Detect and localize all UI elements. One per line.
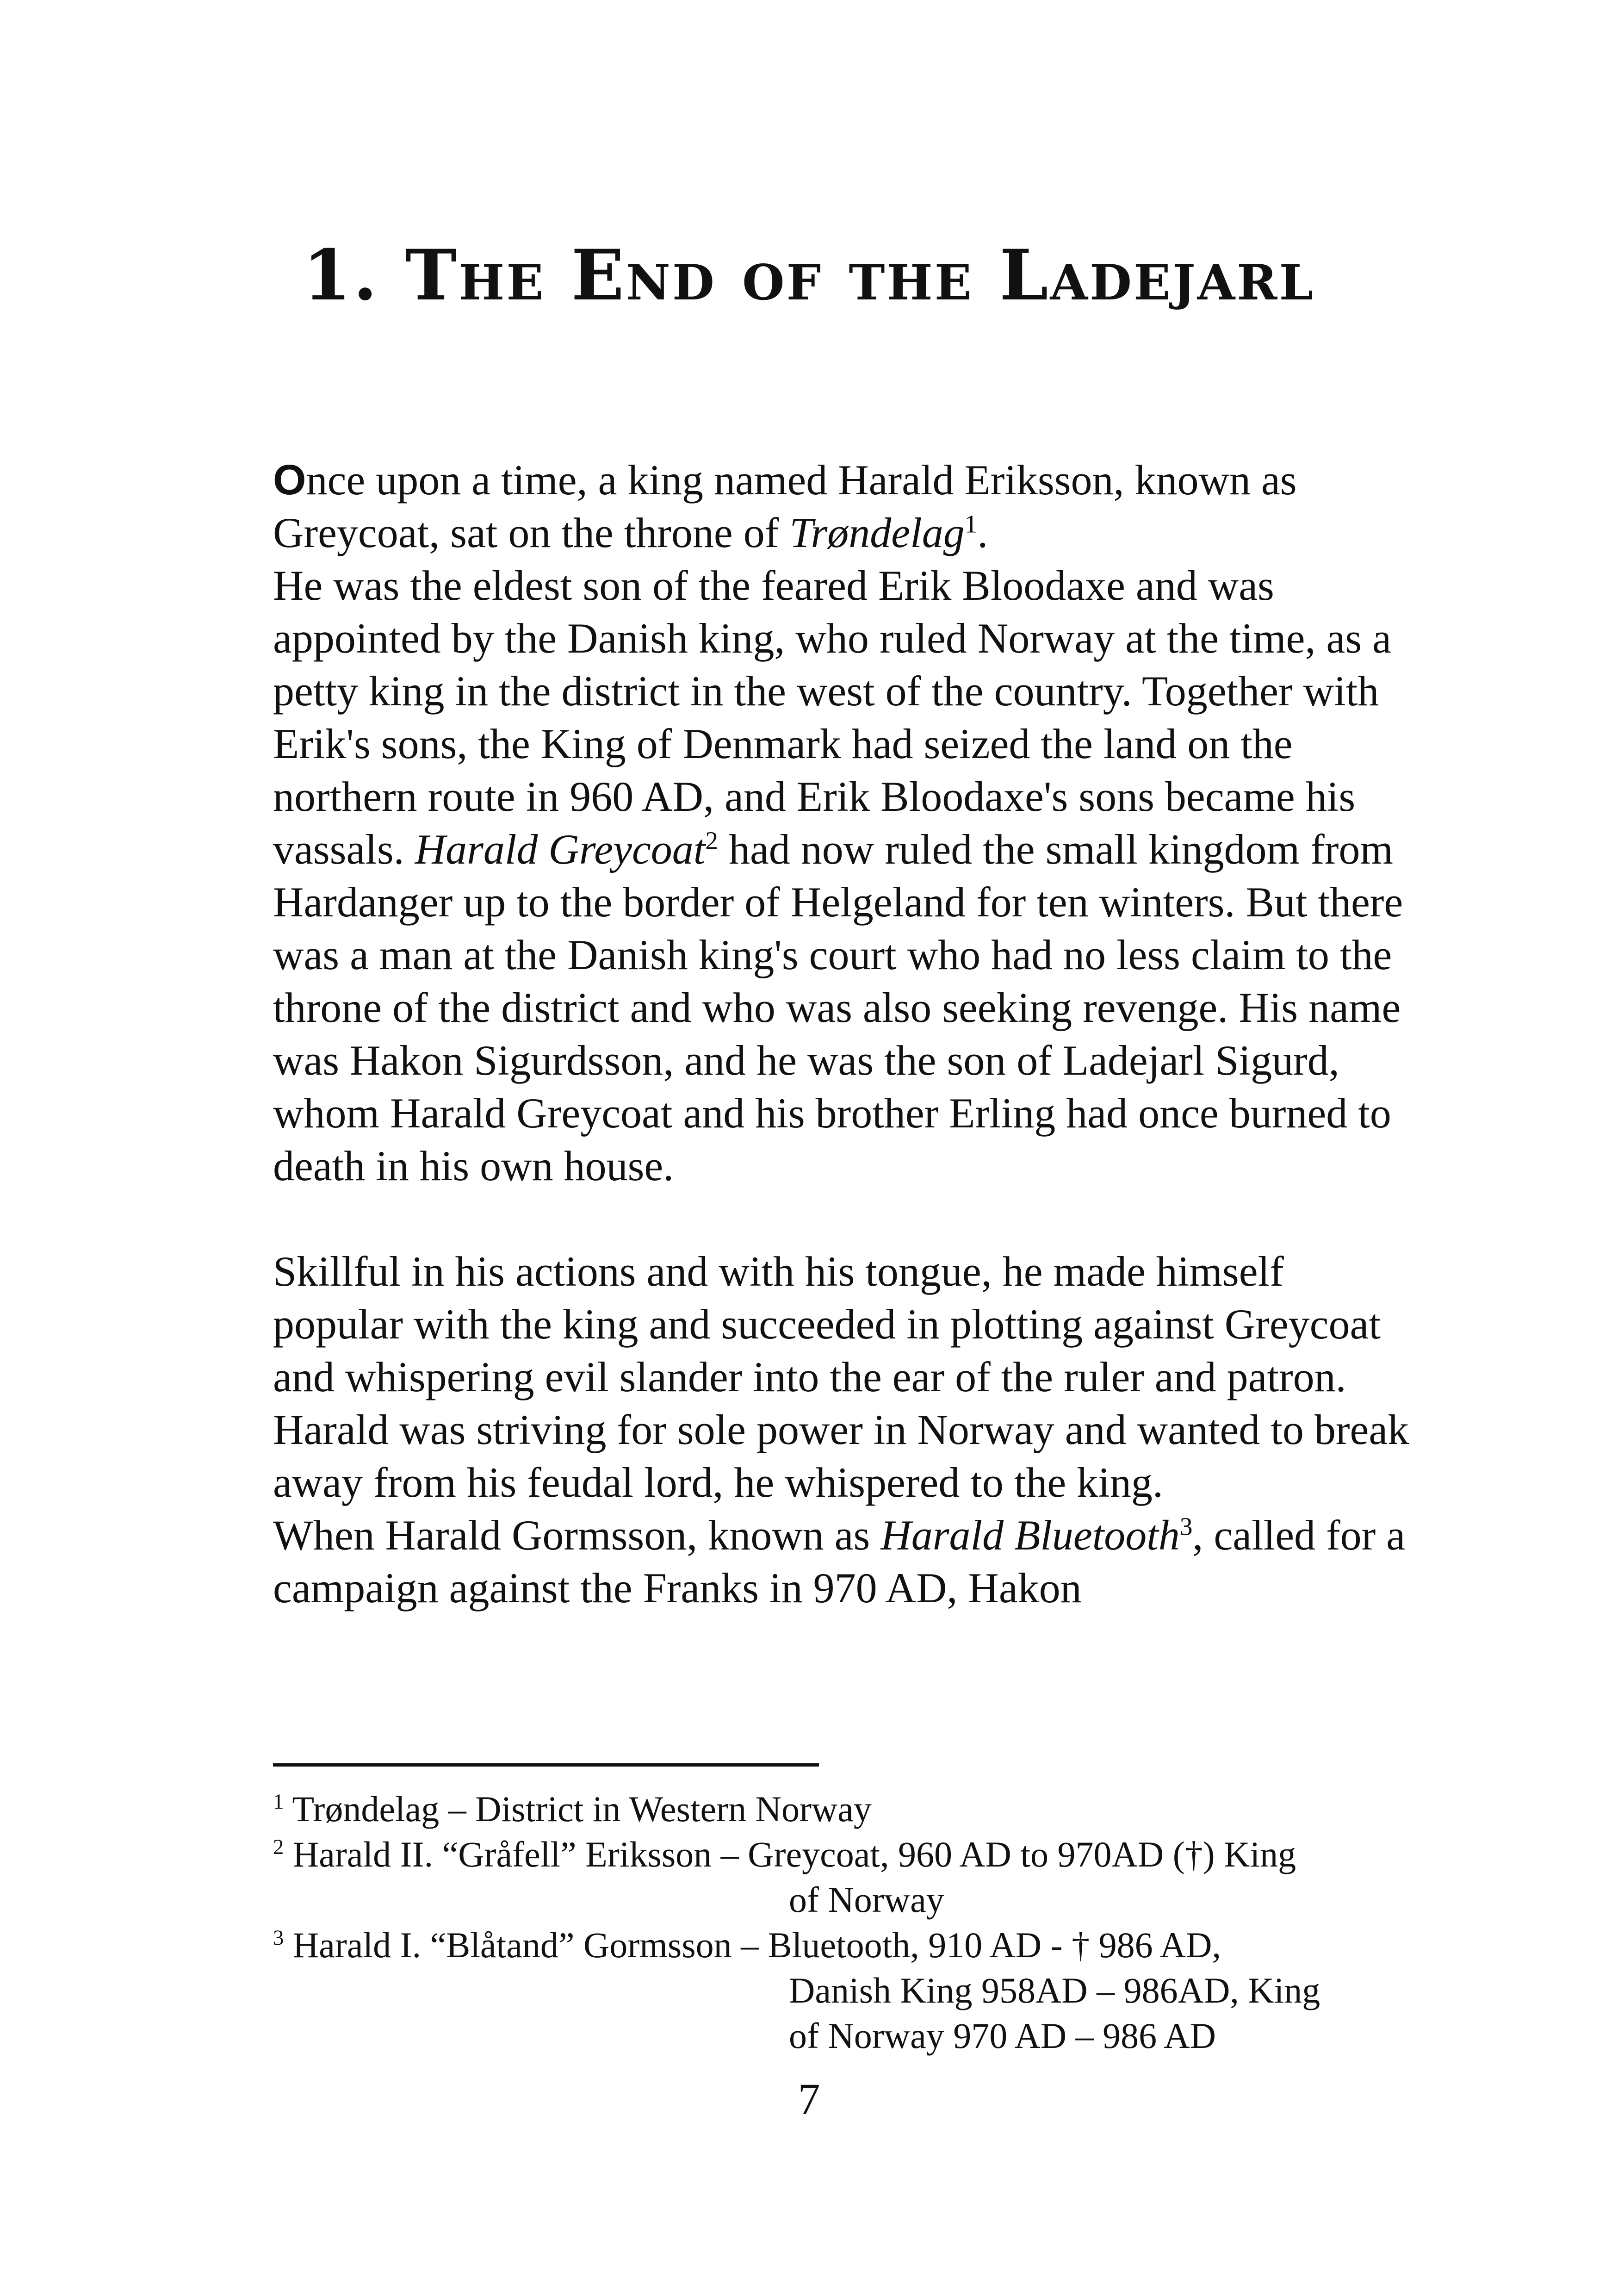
footnote-3	[273, 1923, 1411, 2059]
footnote-continuation: of Norway	[789, 1879, 944, 1920]
paragraph-4	[273, 1509, 1411, 1614]
footnote-ref-2: 2	[705, 826, 718, 855]
paragraph-1-text: nce upon a time, a king named Harald Eriksson, known as Greycoat, sat on the throne of	[273, 456, 1297, 556]
footnote-continuation: Danish King 958AD – 986AD, King	[789, 1970, 1320, 2010]
footnote-text: Harald II. “Gråfell” Eriksson – Greycoat, 960 AD to 970AD (†) King	[292, 1834, 1296, 1874]
term-trondelag: Trøndelag	[789, 509, 965, 556]
term-harald-greycoat: Harald Greycoat	[415, 826, 706, 873]
term-harald-bluetooth: Harald Bluetooth	[880, 1512, 1180, 1559]
footnote-text: Trøndelag – District in Western Norway	[292, 1789, 872, 1829]
footnotes	[273, 1786, 1411, 2059]
footnote-ref-3: 3	[1179, 1512, 1193, 1541]
paragraph-3: Skillful in his actions and with his tongue, he made himself popular with the king and succeeded in plotting against Greycoat and whispering evil slander into the ear of the ruler and patron. Harald was striving for sole power in Norway and wanted to break away from his feudal lord, he whispered to the king.	[273, 1248, 1409, 1506]
page-number: 7	[798, 2074, 820, 2124]
footnote-text: Harald I. “Blåtand” Gormsson – Bluetooth, 910 AD - † 986 AD,	[292, 1925, 1221, 1965]
footnote-divider	[273, 1763, 819, 1767]
paragraph-2-text-a: He was the eldest son of the feared Erik Bloodaxe and was appointed by the Danish king, who ruled Norway at the time, as a petty king in the district in the west of the country. Together with Erik's sons, the King of Denmark had seized the land on the northern route in 960 AD, and Erik Bloodaxe's sons became his vassals.	[273, 562, 1391, 873]
footnote-1	[273, 1786, 1411, 1832]
footnote-number: 2	[273, 1835, 284, 1859]
paragraph-2-text-b: had now ruled the small kingdom from Hardanger up to the border of Helgeland for ten winters. But there was a man at the Danish king's court who had no less claim to the throne of the district and who was also seeking revenge. His name was Hakon Sigurdsson, and he was the son of Ladejarl Sigurd, whom Harald Greycoat and his brother Erling had once burned to death in his own house.	[273, 826, 1403, 1189]
paragraph-1	[273, 454, 1411, 559]
paragraph-gap	[273, 1192, 1411, 1245]
footnote-number: 1	[273, 1790, 284, 1814]
paragraph-2	[273, 559, 1411, 1192]
drop-cap: O	[273, 456, 306, 504]
footnote-number: 3	[273, 1926, 284, 1950]
paragraph-1-end: .	[977, 509, 988, 556]
footnote-2	[273, 1832, 1411, 1923]
paragraph-4-text-b: , called for a campaign against the Franks in 970 AD, Hakon	[273, 1512, 1406, 1612]
chapter-title: 1. The End of the Ladejarl	[303, 235, 1315, 316]
body-text	[273, 454, 1411, 1614]
footnote-ref-1: 1	[964, 510, 978, 538]
footnote-continuation: of Norway 970 AD – 986 AD	[789, 2016, 1216, 2056]
paragraph-4-text-a: When Harald Gormsson, known as	[273, 1512, 881, 1559]
